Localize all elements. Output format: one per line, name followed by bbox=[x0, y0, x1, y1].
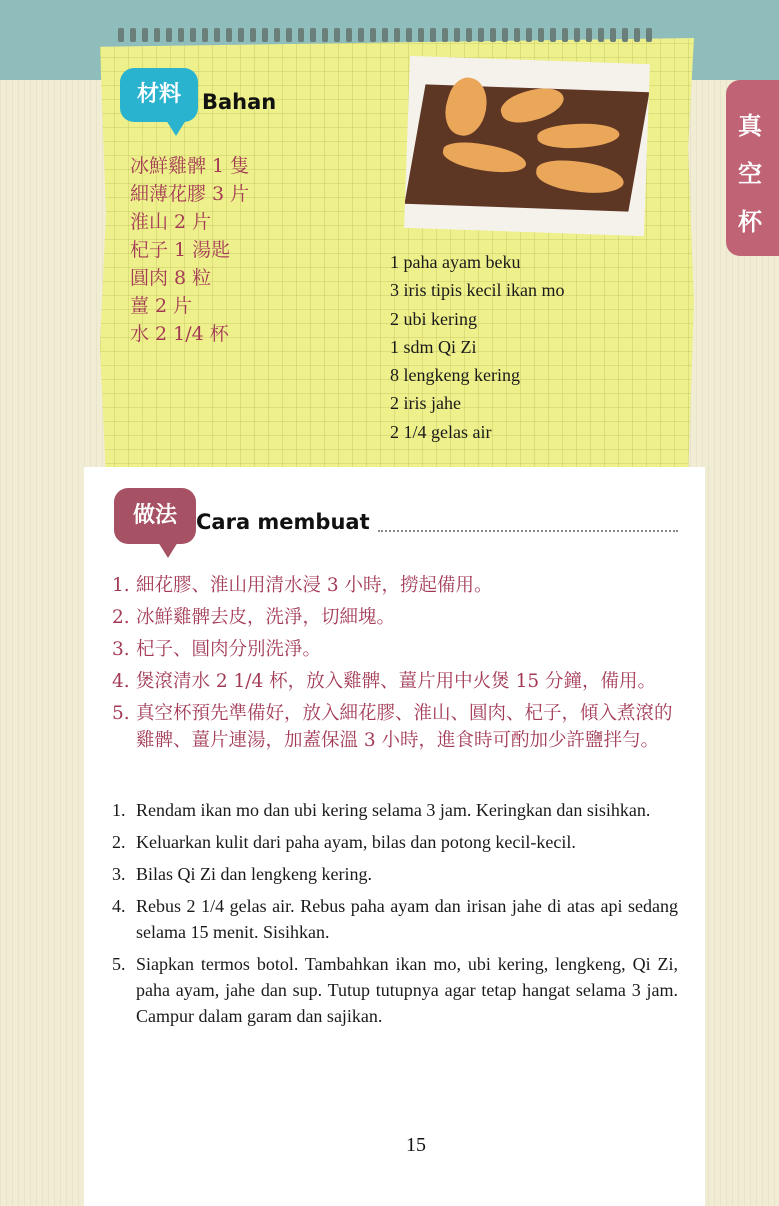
category-side-tab bbox=[726, 80, 779, 256]
method-steps-indonesian bbox=[112, 797, 678, 1035]
page-number: 15 bbox=[406, 1134, 426, 1156]
ingredients-list-chinese bbox=[130, 152, 249, 348]
list-item: 冰鮮雞髀 1 隻 bbox=[130, 155, 250, 177]
list-item: 3. Bilas Qi Zi dan lengkeng kering. bbox=[112, 864, 372, 884]
list-item: 4. Rebus 2 1/4 gelas air. Rebus paha ayam dan irisan jahe di atas api sedang selama 15 menit. Sisihkan. bbox=[112, 896, 678, 942]
side-tab-char: 真 bbox=[738, 112, 762, 140]
list-item: 1. 細花膠、淮山用清水浸 3 小時，撈起備用。 bbox=[112, 575, 493, 596]
list-item: 杞子 1 湯匙 bbox=[130, 239, 231, 261]
list-item: 8 lengkeng kering bbox=[390, 365, 520, 386]
ingredients-title: Bahan bbox=[202, 90, 277, 114]
ingredients-list-indonesian bbox=[390, 248, 564, 446]
method-badge: 做法 bbox=[114, 488, 196, 544]
list-item: 2. Keluarkan kulit dari paha ayam, bilas dan potong kecil-kecil. bbox=[112, 832, 576, 852]
notepad-binding-holes bbox=[118, 28, 688, 44]
list-item: 水 2 1/4 杯 bbox=[130, 323, 229, 345]
method-title: Cara membuat bbox=[196, 510, 370, 534]
list-item: 薑 2 片 bbox=[130, 295, 193, 317]
list-item: 1 sdm Qi Zi bbox=[390, 336, 477, 357]
list-item: 細薄花膠 3 片 bbox=[130, 183, 250, 205]
list-item: 2 ubi kering bbox=[390, 308, 477, 329]
side-tab-char: 空 bbox=[738, 160, 762, 188]
list-item: 5. Siapkan termos botol. Tambahkan ikan mo, ubi kering, lengkeng, Qi Zi, paha ayam, jahe dan sup. Tutup tutupnya agar tetap hangat selama 3 jam. Campur dalam garam dan sajikan. bbox=[112, 954, 678, 1026]
list-item: 淮山 2 片 bbox=[130, 211, 212, 233]
list-item: 1. Rendam ikan mo dan ubi kering selama 3 jam. Keringkan dan sisihkan. bbox=[112, 800, 651, 820]
method-steps-chinese bbox=[112, 572, 682, 759]
ingredients-badge: 材料 bbox=[120, 68, 198, 122]
list-item: 圓肉 8 粒 bbox=[130, 267, 212, 289]
list-item: 4. 煲滾清水 2 1/4 杯，放入雞髀、薑片用中火煲 15 分鐘，備用。 bbox=[112, 671, 656, 692]
food-photo bbox=[404, 56, 650, 236]
list-item: 3 iris tipis kecil ikan mo bbox=[390, 280, 565, 301]
list-item: 3. 杞子、圓肉分別洗淨。 bbox=[112, 639, 322, 660]
dotted-leader-line bbox=[378, 530, 678, 532]
list-item: 2 iris jahe bbox=[390, 393, 461, 414]
list-item: 2. 冰鮮雞髀去皮，洗淨，切細塊。 bbox=[112, 607, 396, 628]
list-item: 2 1/4 gelas air bbox=[390, 421, 492, 442]
list-item: 1 paha ayam beku bbox=[390, 252, 521, 272]
list-item: 5. 真空杯預先準備好，放入細花膠、淮山、圓肉、杞子，傾入煮滾的雞髀、薑片連湯，加蓋保溫 3 小時，進食時可酌加少許鹽拌勻。 bbox=[112, 703, 673, 751]
side-tab-char: 杯 bbox=[738, 208, 762, 236]
